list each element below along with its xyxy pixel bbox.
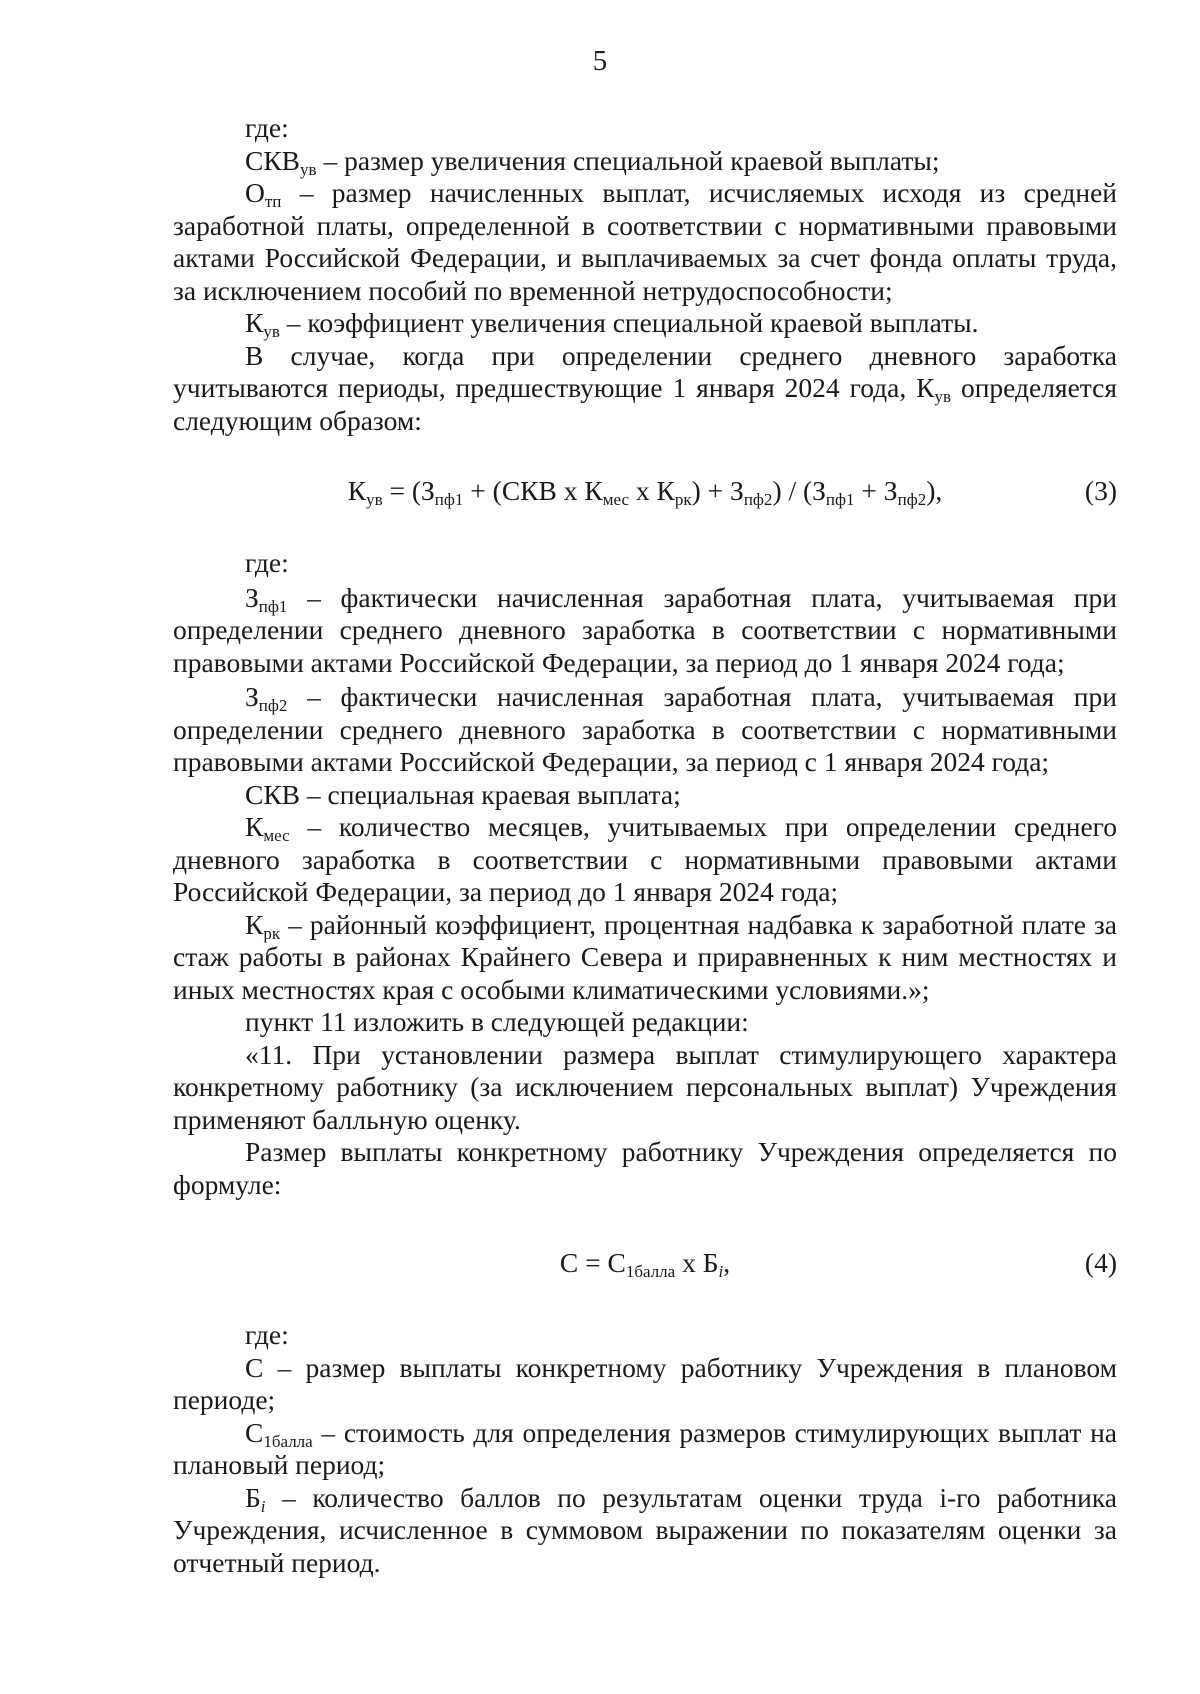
definition-skv-uv: $СКВ_{ув}$ – размер увеличения специальной краевой выплаты; — [245, 144, 940, 179]
case-paragraph: В случае, когда при определении среднего дневного заработка учитываются периоды, предшествующие 1 января 2024 года, $К_{ув}$ определяется следующим образом: — [173, 339, 1117, 436]
document-body — [173, 112, 1117, 1579]
formula-3 — [173, 475, 1117, 507]
definition-c-1ballа: $С_{1балла}$ – стоимость для определения размеров стимулирующих выплат на плановый период; — [173, 1416, 1117, 1480]
formula-4-expression: $С = С_{1балла}$ х $Б_i$, — [559, 1247, 731, 1281]
formula-3-expression: $К_{ув} = (З_{пф1} + (СКВ$ х $К_{мес}$ х $К_{рк}) + З_{пф2}) / (З_{пф1} + З_{пф2})$, — [347, 475, 943, 509]
formula-4 — [173, 1247, 1117, 1279]
definition-b-i: $Б_i$ – количество баллов по результатам оценки труда i-го работника Учреждения, исчисленное в суммовом выражении по показателям оценки за отчетный период. — [173, 1481, 1117, 1578]
definition-zpf1: $З_{пф1}$ – фактически начисленная заработная плата, учитываемая при определении среднего дневного заработка в соответствии с нормативными правовыми актами Российской Федерации, за период до 1 января 2024 года; — [173, 581, 1117, 678]
where-label-1: где: — [245, 112, 289, 143]
page-number: 5 — [592, 45, 608, 77]
item-11-paragraph: «11. При установлении размера выплат стимулирующего характера конкретному работнику (за исключением персональных выплат) Учреждения применяют балльную оценку. — [173, 1038, 1117, 1135]
definition-krk: $К_{рк}$ – районный коэффициент, процентная надбавка к заработной плате за стаж работы в районах Крайнего Севера и приравненных к ним местностях и иных местностях края с особыми климатическими условиями.»; — [173, 908, 1117, 1005]
definition-skv: СКВ – специальная краевая выплата; — [245, 778, 681, 810]
definition-c: С – размер выплаты конкретному работнику Учреждения в плановом периоде; — [173, 1351, 1117, 1415]
payment-size-paragraph: Размер выплаты конкретному работнику Учреждения определяется по формуле: — [173, 1136, 1117, 1200]
formula-3-number: (3) — [1084, 475, 1117, 506]
definition-kmes: $К_{мес}$ – количество месяцев, учитываемых при определении среднего дневного заработка в соответствии с нормативными правовыми актами Российской Федерации, за период до 1 января 2024 года; — [173, 811, 1117, 907]
definition-otp: $О_{тп}$ – размер начисленных выплат, исчисляемых исходя из средней заработной платы, определенной в соответствии с нормативными правовыми актами Российской Федерации, и выплачиваемых за счет фонда оплаты труда, за исключением пособий по временной нетрудоспособности; — [173, 177, 1117, 306]
definition-kuv: $К_{ув}$ – коэффициент увеличения специальной краевой выплаты. — [245, 307, 979, 341]
definition-zpf2: $З_{пф2}$ – фактически начисленная заработная плата, учитываемая при определении среднего дневного заработка в соответствии с нормативными правовыми актами Российской Федерации, за период с 1 января 2024 года; — [173, 681, 1117, 777]
formula-4-number: (4) — [1084, 1247, 1117, 1278]
where-label-2: где: — [245, 547, 289, 578]
where-label-3: где: — [245, 1319, 289, 1350]
item-11-instruction: пункт 11 изложить в следующей редакции: — [245, 1006, 749, 1037]
